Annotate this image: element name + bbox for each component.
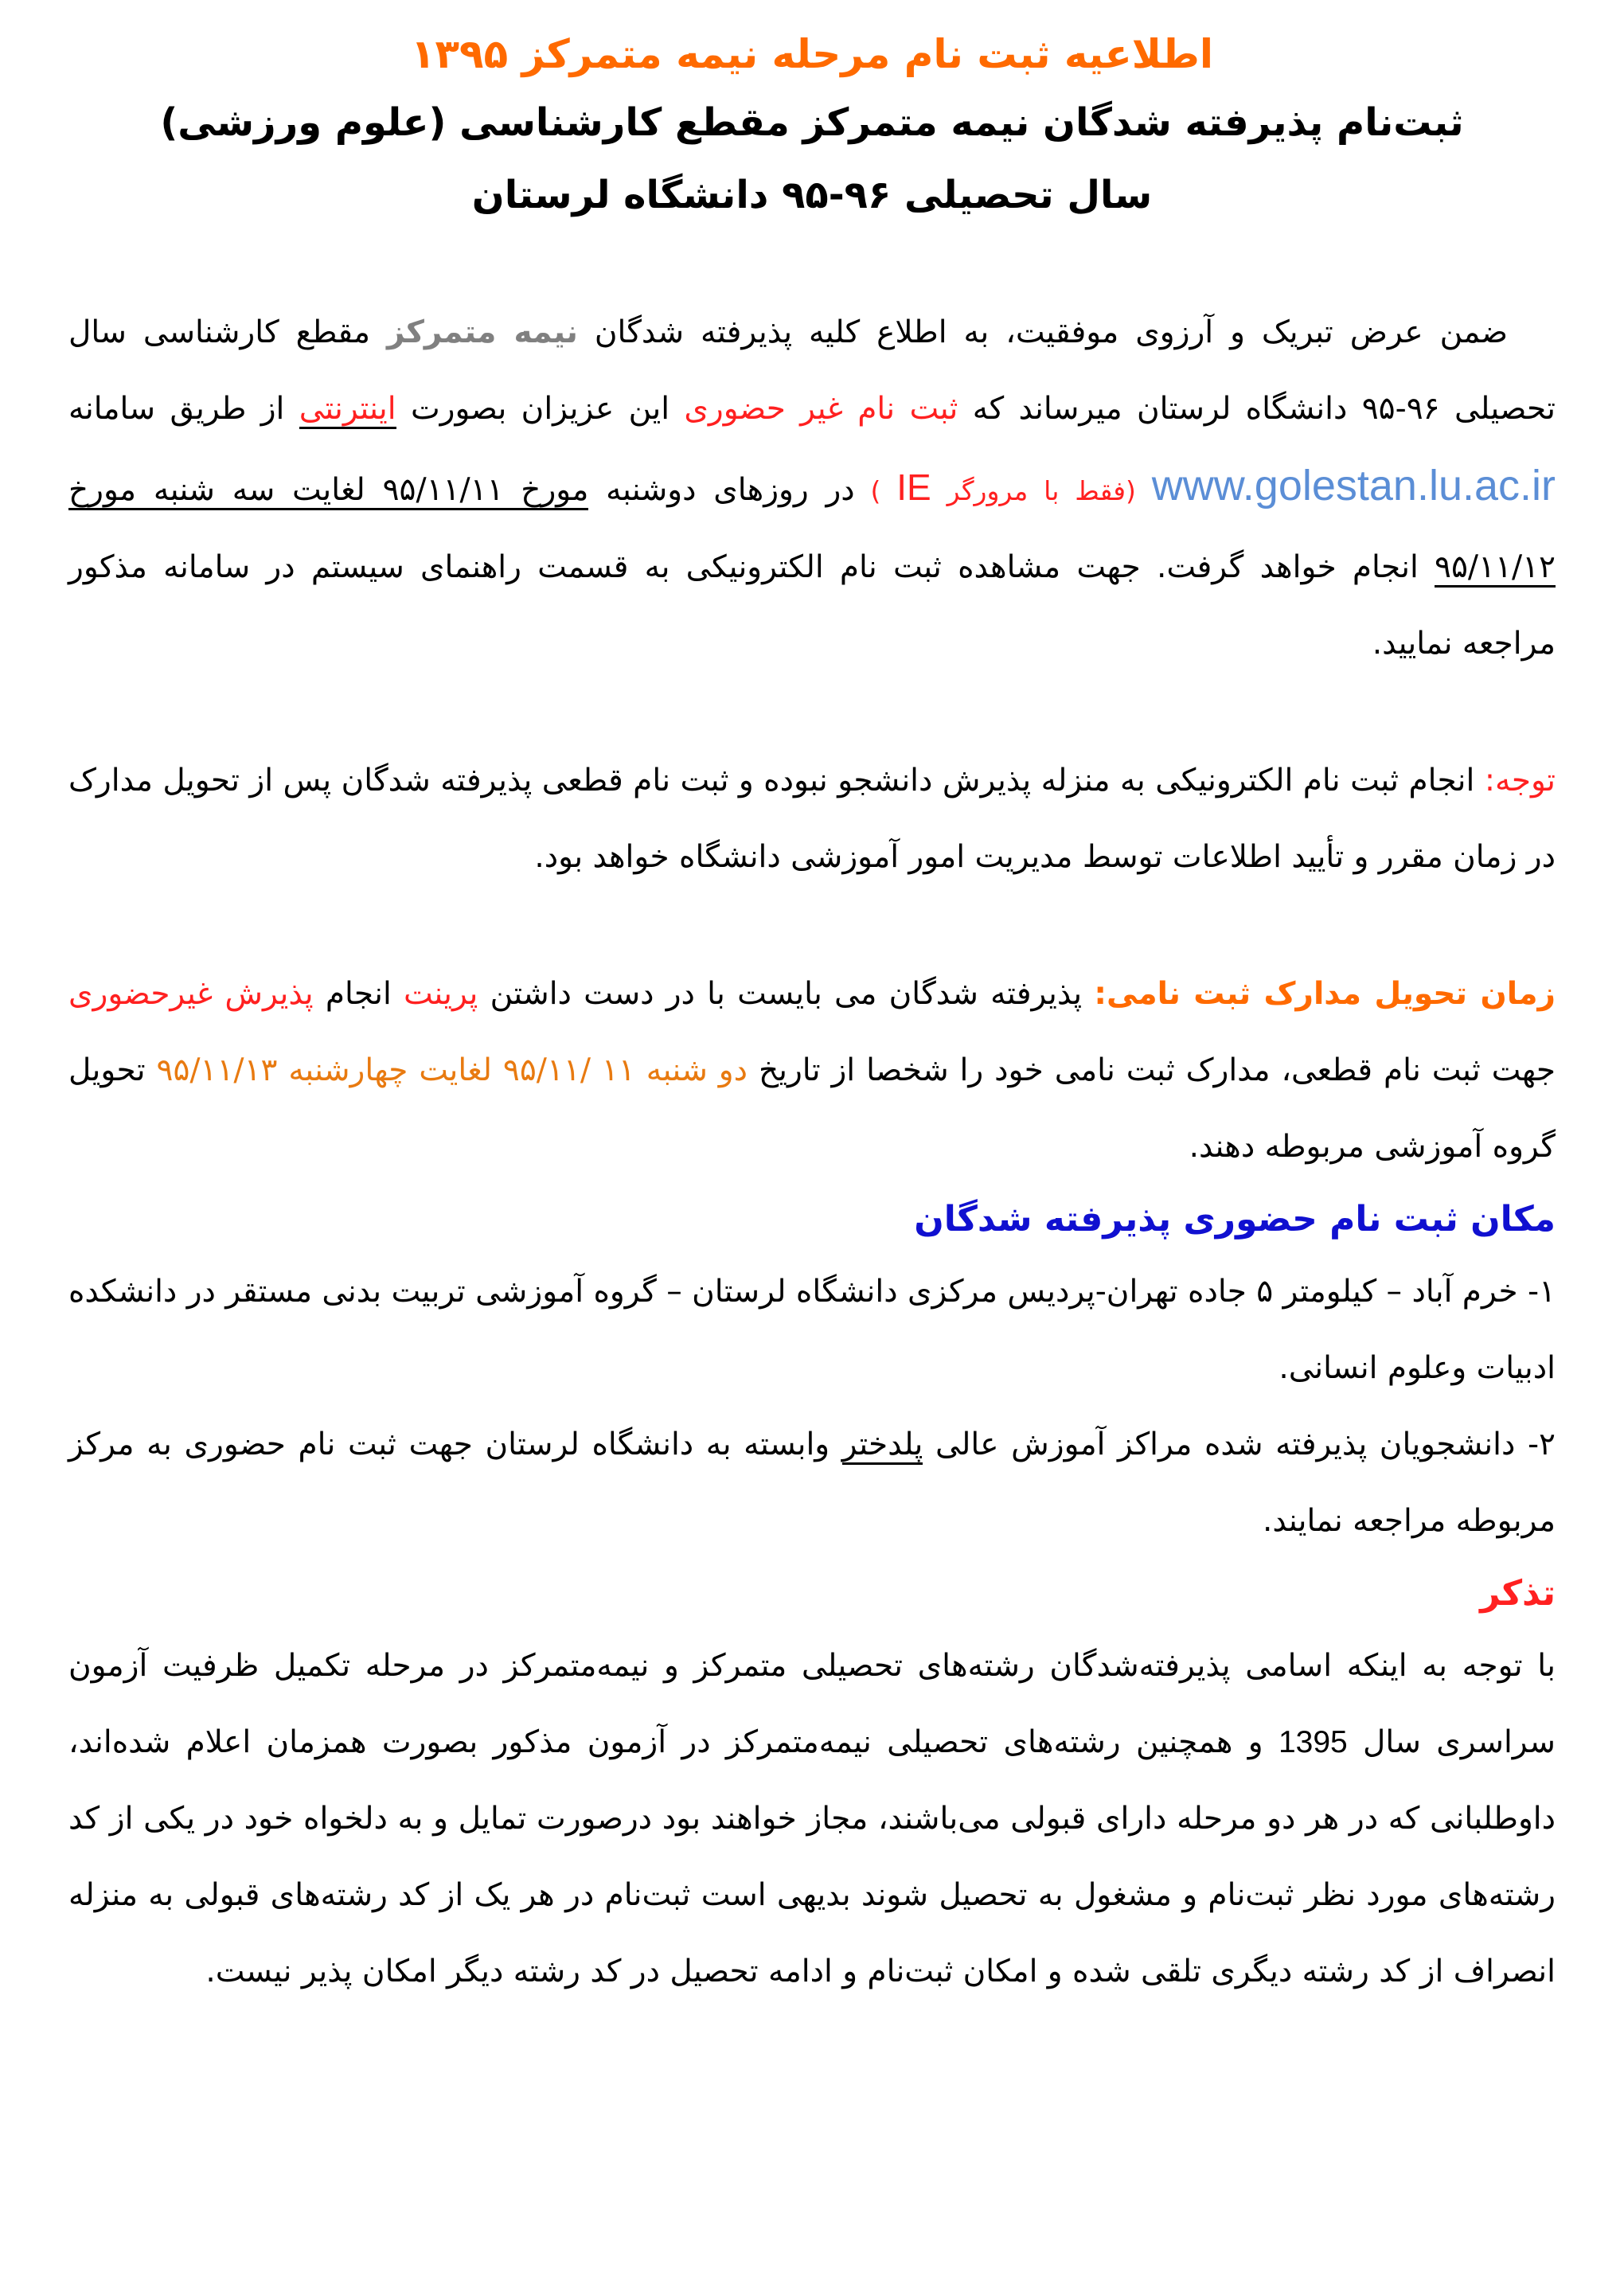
p1-browser-note-close: ) (854, 475, 897, 506)
p1-internet: اینترنتی (299, 391, 396, 429)
delivery-label: زمان تحویل مدارک ثبت نامی: (1094, 976, 1556, 1012)
p1-ie: IE (896, 467, 931, 508)
p3-text-a: پذیرفته شدگان می بایست با در دست داشتن (478, 976, 1095, 1012)
p1-text-c: مقطع کارشناسی سال تحصیلی ۹۶-۹۵ دانشگاه لرستان میرساند که (68, 314, 1556, 427)
p3-text-e: جهت ثبت نام قطعی، مدارک ثبت نامی خود را شخصا از تاریخ (748, 1052, 1556, 1088)
registration-paragraph (68, 295, 1556, 682)
p3-text-c: انجام (313, 976, 404, 1012)
location-item-2-c: وابسته به دانشگاه لرستان جهت ثبت نام حضوری به مرکز مربوطه مراجعه نمایند. (68, 1427, 1556, 1539)
golestan-link[interactable]: www.golestan.lu.ac.ir (1151, 462, 1556, 509)
delivery-paragraph (68, 956, 1556, 1185)
p1-dates: مورخ ۹۵/۱۱/۱۱ لغایت سه شنبه مورخ ۹۵/۱۱/۱۲ (68, 472, 1556, 588)
location-item-2 (68, 1407, 1556, 1560)
note-heading: تذکر (1480, 1573, 1556, 1614)
note-text-a: با توجه به اینکه اسامی پذیرفته‌شدگان رشته‌های تحصیلی متمرکز و نیمه‌متمرکز در مرحله تکمیل ظرفیت آزمون سراسری سال (68, 1648, 1556, 1760)
location-heading: مکان ثبت نام حضوری پذیرفته شدگان (914, 1199, 1556, 1240)
p1-online-registration: ثبت نام غیر حضوری (684, 391, 958, 427)
title-line-2: ثبت‌نام پذیرفته شدگان نیمه متمرکز مقطع کارشناسی (علوم ورزشی) (160, 100, 1464, 145)
p3-print: پرینت (404, 976, 478, 1012)
note-paragraph (68, 1628, 1556, 2010)
p1-text-a: ضمن عرض تبریک و آرزوی موفقیت، به اطلاع کلیه پذیرفته شدگان (577, 314, 1508, 350)
title-line-3: سال تحصیلی ۹۶-۹۵ دانشگاه لرستان (471, 173, 1153, 217)
p1-semi-centralized: نیمه متمرکز (386, 314, 578, 350)
notice-label: توجه: (1484, 763, 1556, 798)
location-item-2-a: ۲- دانشجویان پذیرفته شده مراکز آموزش عالی (923, 1427, 1556, 1462)
note-text-b: و همچنین رشته‌های تحصیلی نیمه‌متمرکز در آزمون مذکور بصورت همزمان اعلام شده‌اند، داوطلبانی که در هر دو مرحله دارای قبولی می‌باشند، مجاز خواهند بود درصورت تمایل و به دلخواه خود در یکی از کد رشته‌های مورد نظر ثبت‌نام و مشغول به تحصیل شوند بدیهی است ثبت‌نام در هر یک از کد رشته‌های قبولی به منزله انصراف از کد رشته دیگری تلقی شده و امکان ثبت‌نام و ادامه تحصیل در کد رشته دیگر امکان پذیر نیست. (68, 1724, 1556, 1989)
p3-text-g: تحویل گروه آموزشی مربوطه دهند. (68, 1052, 1556, 1165)
p1-text-k: انجام خواهد گرفت. جهت مشاهده ثبت نام الکترونیکی به قسمت راهنمای سیستم در سامانه مذکور مراجعه نمایید. (68, 549, 1556, 662)
location-item-1: ۱- خرم آباد – کیلومتر ۵ جاده تهران-پردیس مرکزی دانشگاه لرستان – گروه آموزشی تربیت بدنی مستقر در دانشکده ادبیات وعلوم انسانی. (68, 1274, 1556, 1386)
note-year: 1395 (1278, 1725, 1348, 1759)
p1-text-i: در روزهای دوشنبه (588, 472, 855, 508)
notice-paragraph (68, 743, 1556, 896)
p1-text-g: از طریق سامانه (68, 391, 299, 427)
p3-admission: پذیرش غیرحضوری (68, 976, 314, 1012)
notice-text: انجام ثبت نام الکترونیکی به منزله پذیرش دانشجو نبوده و ثبت نام قطعی پذیرفته شدگان پس از تحویل مدارک در زمان مقرر و تأیید اطلاعات توسط مدیریت امور آموزشی دانشگاه خواهد بود. (68, 763, 1556, 875)
title-line-1: اطلاعیه ثبت نام مرحله نیمه متمرکز ۱۳۹۵ (411, 31, 1213, 77)
p1-text-e: این عزیزان بصورت (396, 391, 685, 427)
location-poldokhtar: پلدختر (842, 1427, 923, 1465)
p1-browser-note: (فقط با مرورگر (931, 475, 1152, 506)
p3-dates: دو شنبه ۱۱ /۹۵/۱۱ لغایت چهارشنبه ۹۵/۱۱/۱۳ (156, 1052, 748, 1088)
